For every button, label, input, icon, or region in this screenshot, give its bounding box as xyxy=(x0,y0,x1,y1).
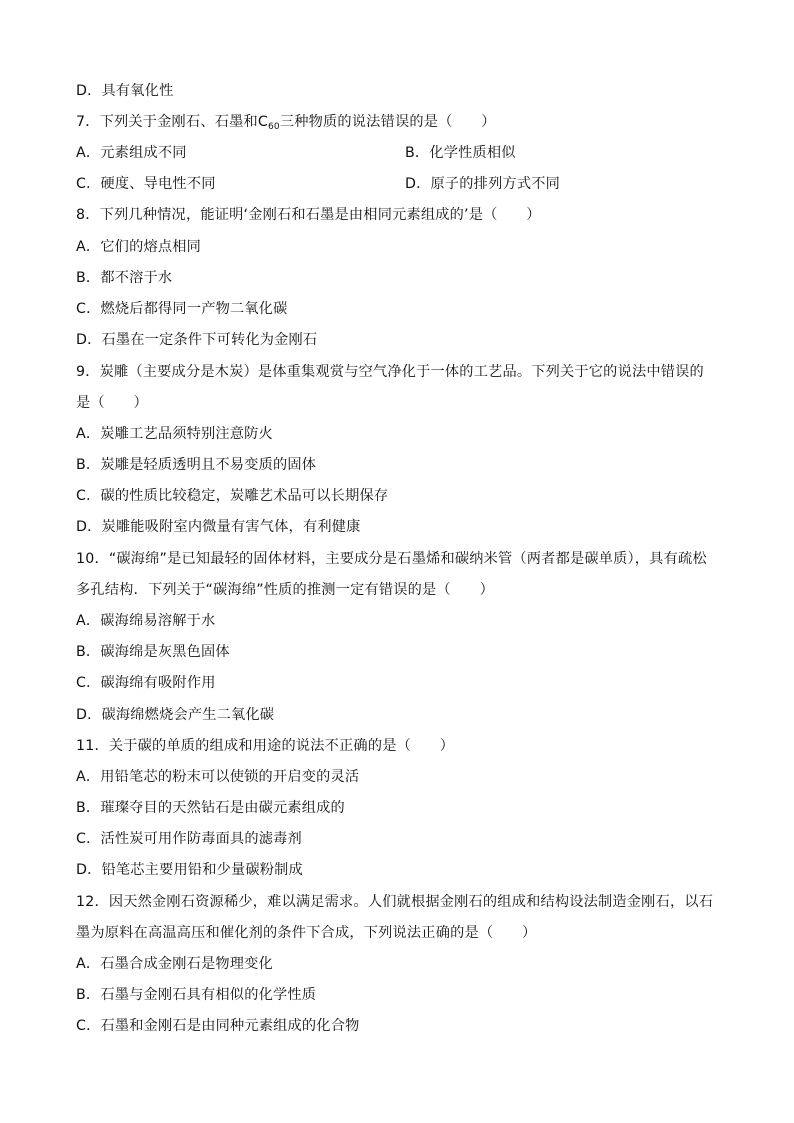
q12-stem-line-1: 12．因天然金刚石资源稀少，难以满足需求。人们就根据金刚石的组成和结构设法制造金刚石，以石 xyxy=(76,894,714,910)
q7-options-row-1 xyxy=(76,143,726,163)
q11-option-d: D．铅笔芯主要用铅和少量碳粉制成 xyxy=(76,862,303,878)
q8-stem: 8．下列几种情况，能证明‘金刚石和石墨是由相同元素组成的’是（ ） xyxy=(76,207,541,223)
q10-option-c: C．碳海绵有吸附作用 xyxy=(76,675,216,691)
q7-option-d: D．原子的排列方式不同 xyxy=(405,176,561,192)
q10-stem-line-2: 多孔结构．下列关于“碳海绵”性质的推测一定有错误的是（ ） xyxy=(76,582,494,598)
q7-subscript: 60 xyxy=(267,122,280,132)
q10-option-b: B．碳海绵是灰黑色固体 xyxy=(76,644,230,660)
q7-stem-post: 三种物质的说法错误的是（ ） xyxy=(279,114,496,130)
q11-option-c: C．活性炭可用作防毒面具的滤毒剂 xyxy=(76,831,302,847)
q7-stem xyxy=(76,112,726,132)
q9-option-a: A．炭雕工艺品须特别注意防火 xyxy=(76,426,273,442)
q9-option-d: D．炭雕能吸附室内微量有害气体，有利健康 xyxy=(76,519,361,535)
q8-option-c: C．燃烧后都得同一产物二氧化碳 xyxy=(76,301,288,317)
q8-option-b: B．都不溶于水 xyxy=(76,270,173,286)
q10-option-a: A．碳海绵易溶解于水 xyxy=(76,613,216,629)
q6-option-d: D．具有氧化性 xyxy=(76,83,174,99)
q8-option-a: A．它们的熔点相同 xyxy=(76,239,202,255)
q7-option-a: A．元素组成不同 xyxy=(76,145,187,161)
q11-option-a: A．用铅笔芯的粉末可以使锁的开启变的灵活 xyxy=(76,769,360,785)
q9-stem-line-2: 是（ ） xyxy=(76,395,148,411)
q12-option-b: B．石墨与金刚石具有相似的化学性质 xyxy=(76,987,317,1003)
q12-option-a: A．石墨合成金刚石是物理变化 xyxy=(76,956,273,972)
q11-option-b: B．璀璨夺目的天然钻石是由碳元素组成的 xyxy=(76,800,345,816)
q9-stem-line-1: 9．炭雕（主要成分是木炭）是体重集观赏与空气净化于一体的工艺品。下列关于它的说法中错误的 xyxy=(76,364,704,380)
q7-options-row-2 xyxy=(76,174,726,194)
q8-option-d: D．石墨在一定条件下可转化为金刚石 xyxy=(76,332,318,348)
q12-stem-line-2: 墨为原料在高温高压和催化剂的条件下合成，下列说法正确的是（ ） xyxy=(76,925,537,941)
q7-stem-pre: 7．下列关于金刚石、石墨和C xyxy=(76,114,268,130)
q7-option-b: B．化学性质相似 xyxy=(405,145,516,161)
q7-option-c: C．硬度、导电性不同 xyxy=(76,176,216,192)
q11-stem: 11．关于碳的单质的组成和用途的说法不正确的是（ ） xyxy=(76,738,455,754)
q10-option-d: D．碳海绵燃烧会产生二氧化碳 xyxy=(76,707,275,723)
q10-stem-line-1: 10．“碳海绵”是已知最轻的固体材料，主要成分是石墨烯和碳纳米管（两者都是碳单质），具有疏松 xyxy=(76,551,707,567)
q9-option-b: B．炭雕是轻质透明且不易变质的固体 xyxy=(76,457,317,473)
q9-option-c: C．碳的性质比较稳定，炭雕艺术品可以长期保存 xyxy=(76,488,389,504)
q12-option-c: C．石墨和金刚石是由同种元素组成的化合物 xyxy=(76,1018,360,1034)
